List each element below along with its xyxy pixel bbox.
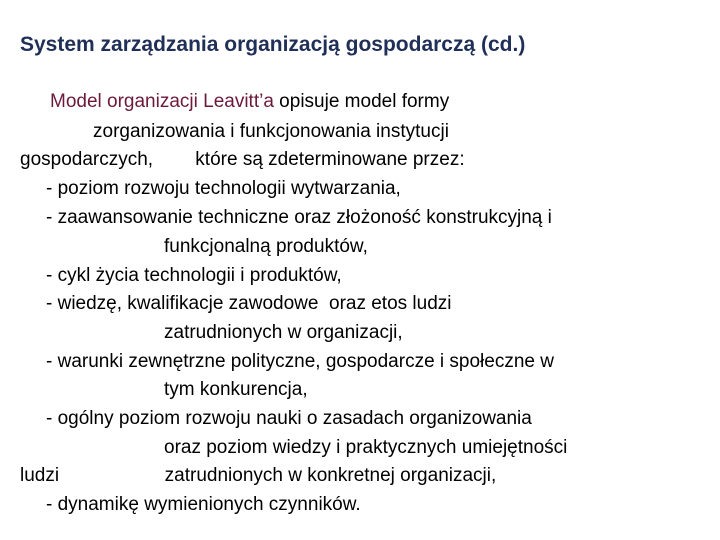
slide-title: System zarządzania organizacją gospodarczą (cd.) [20, 33, 526, 56]
bullet-science-cont-2: ludzi zatrudnionych w konkretnej organizacji, [20, 465, 497, 486]
bullet-science-cont: oraz poziom wiedzy i praktycznych umiejętności [164, 437, 568, 458]
body-line-1-text: opisuje model formy [273, 91, 450, 112]
bullet-advancement: - zaawansowanie techniczne oraz złożoność konstrukcyjną i [46, 207, 552, 228]
bullet-knowledge-cont: zatrudnionych w organizacji, [164, 322, 403, 343]
bullet-external: - warunki zewnętrzne polityczne, gospodarcze i społeczne w [46, 351, 554, 372]
model-name: Model organizacji Leavitt’a [50, 91, 274, 112]
bullet-science: - ogólny poziom rozwoju nauki o zasadach organizowania [46, 408, 532, 429]
bullet-knowledge: - wiedzę, kwalifikacje zawodowe oraz etos ludzi [46, 293, 452, 314]
bullet-dynamics: - dynamikę wymienionych czynników. [46, 494, 361, 515]
body-line-2: zorganizowania i funkcjonowania instytucji [93, 121, 449, 142]
bullet-technology: - poziom rozwoju technologii wytwarzania, [46, 178, 401, 199]
bullet-advancement-cont: funkcjonalną produktów, [164, 236, 368, 257]
body-line-1 [50, 90, 449, 114]
body-line-3: gospodarczych, które są zdeterminowane przez: [20, 149, 465, 170]
bullet-external-cont: tym konkurencja, [164, 379, 308, 400]
bullet-lifecycle: - cykl życia technologii i produktów, [46, 265, 342, 286]
